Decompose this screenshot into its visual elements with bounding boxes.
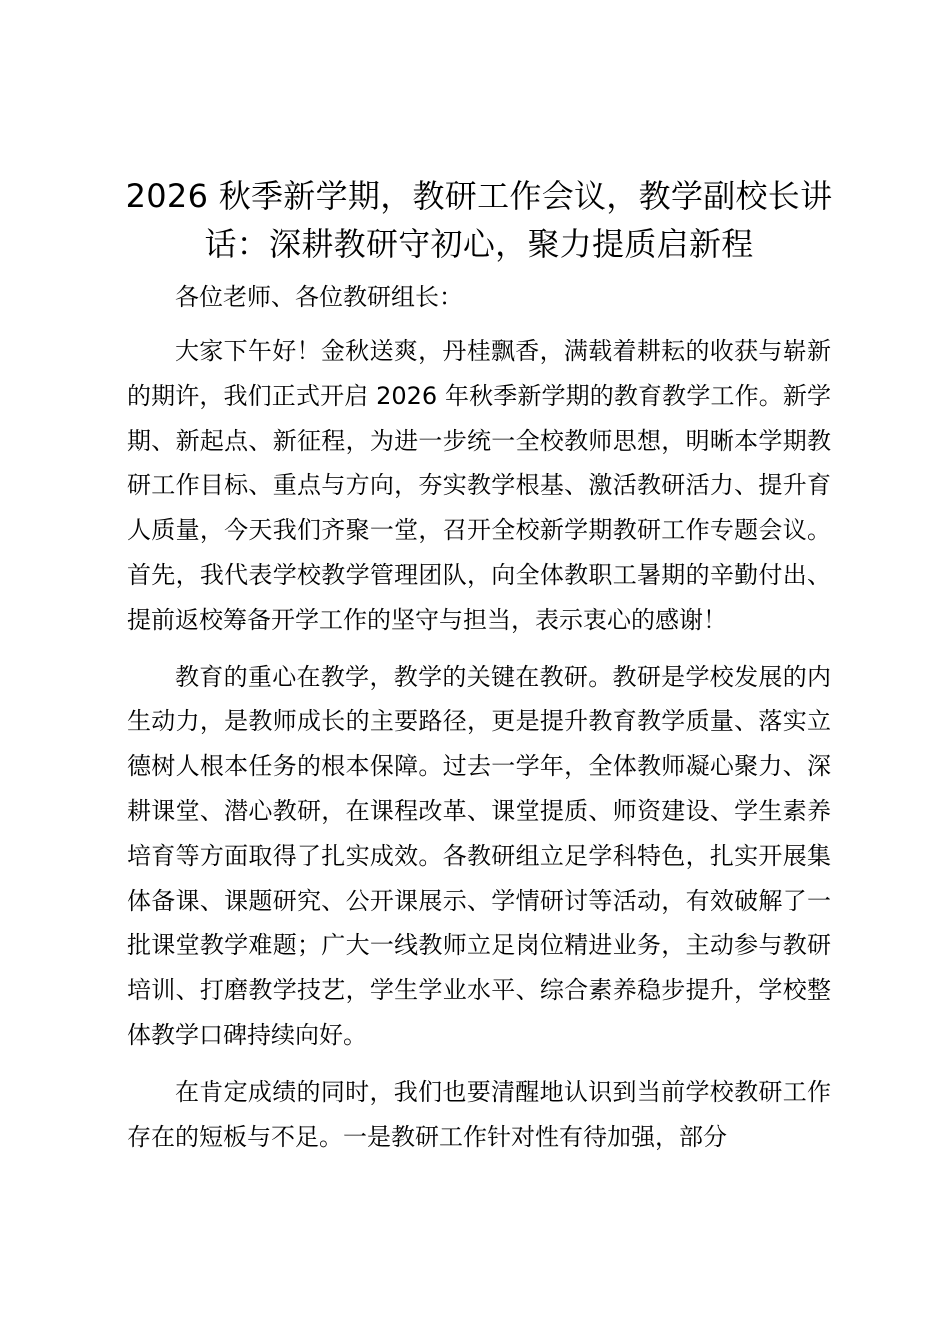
document-title: 2026 秋季新学期，教研工作会议，教学副校长讲话：深耕教研守初心，聚力提质启新程 — [125, 177, 833, 263]
paragraph-2: 教育的重心在教学，教学的关键在教研。教研是学校发展的内生动力，是教师成长的主要路径，更是提升教育教学质量、落实立德树人根本任务的根本保障。过去一学年，全体教师凝心聚力、深耕课堂、潜心教研，在课程改革、课堂提质、师资建设、学生素养培育等方面取得了扎实成效。各教研组立足学科特色，扎实开展集体备课、课题研究、公开课展示、学情研讨等活动，有效破解了一批课堂教学难题；广大一线教师立足岗位精进业务，主动参与教研培训、打磨教学技艺，学生学业水平、综合素养稳步提升，学校整体教学口碑持续向好。 — [127, 662, 831, 1049]
salutation: 各位老师、各位教研组长： — [175, 283, 463, 311]
document-page — [127, 172, 831, 1159]
paragraph-1: 大家下午好！金秋送爽，丹桂飘香，满载着耕耘的收获与崭新的期许，我们正式开启 2026 年秋季新学期的教育教学工作。新学期、新起点、新征程，为进一步统一全校教师思想，明晰本学期教研工作目标、重点与方向，夯实教学根基、激活教研活力、提升育人质量，今天我们齐聚一堂，召开全校新学期教研工作专题会议。首先，我代表学校教学管理团队，向全体教职工暑期的辛勤付出、提前返校筹备开学工作的坚守与担当，表示衷心的感谢！ — [127, 337, 831, 634]
paragraph-3: 在肯定成绩的同时，我们也要清醒地认识到当前学校教研工作存在的短板与不足。一是教研工作针对性有待加强，部分 — [127, 1077, 831, 1151]
